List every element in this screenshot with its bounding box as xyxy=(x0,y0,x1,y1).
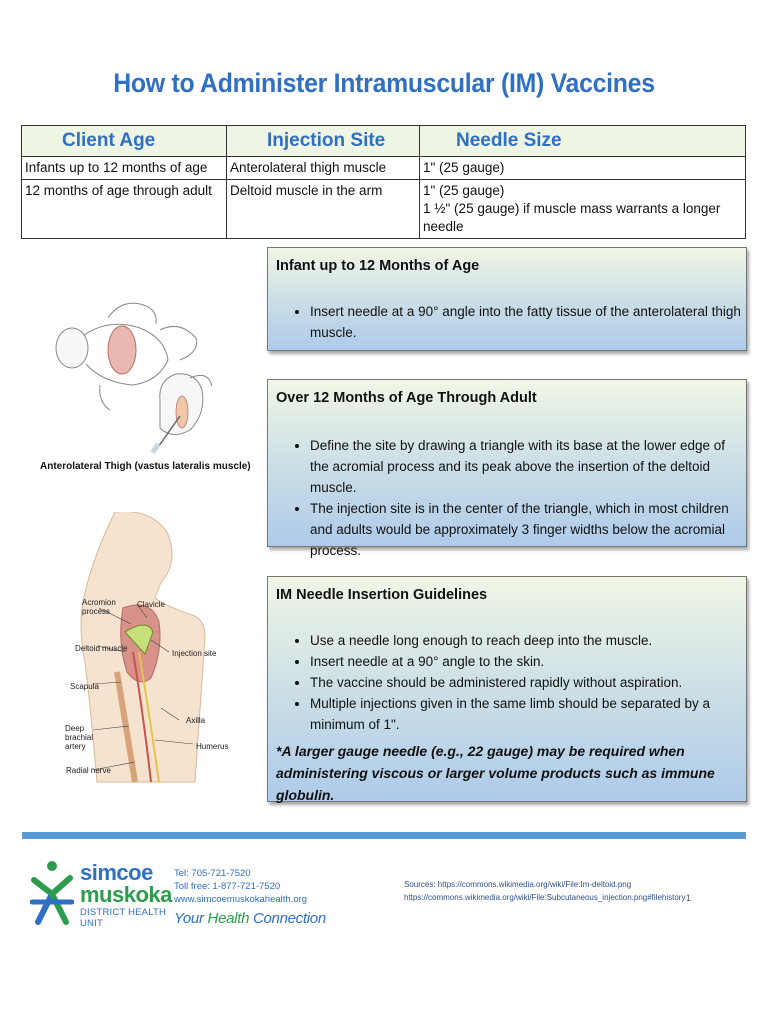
table-header-row xyxy=(22,126,746,157)
label-radial-nerve: Radial nerve xyxy=(66,766,111,775)
label-acromion: Acromion process xyxy=(82,598,116,616)
logo-text-simcoe: simcoe xyxy=(80,860,153,885)
list-item: • Use a needle long enough to reach deep into the muscle. xyxy=(310,630,742,651)
label-axilla: Axilla xyxy=(186,716,206,725)
cell-site: Deltoid muscle in the arm xyxy=(227,180,420,239)
page-number: 1 xyxy=(686,893,692,903)
source-link-1[interactable]: Sources: https://commons.wikimedia.org/wiki/File:Im-deltoid.png xyxy=(404,880,632,889)
logo-figure-icon xyxy=(30,858,74,928)
logo-text-dhu: DISTRICT HEALTH UNIT xyxy=(80,907,167,929)
source-link-2[interactable]: https://commons.wikimedia.org/wiki/File:Subcutaneous_injection.png#filehistory xyxy=(404,893,686,902)
needle-guide-table xyxy=(21,125,746,239)
label-deep-brachial: Deep brachial artery xyxy=(65,724,94,751)
footer-divider xyxy=(22,832,746,839)
cell-needle xyxy=(420,157,746,180)
label-deltoid: Deltoid muscle xyxy=(75,644,128,653)
adult-box-heading: Over 12 Months of Age Through Adult xyxy=(276,390,537,406)
health-unit-logo xyxy=(30,858,170,933)
list-item: • Insert needle at a 90° angle to the skin. xyxy=(310,651,742,672)
contact-website[interactable]: www.simcoemuskokahealth.org xyxy=(174,894,308,905)
cell-needle xyxy=(420,180,746,239)
needle-size-line: 1 ½" (25 gauge) if muscle mass warrants a longer needle xyxy=(423,201,721,234)
tagline-connection: Connection xyxy=(252,910,326,927)
logo-text-muskoka: muskoka xyxy=(80,882,172,907)
table-row xyxy=(22,180,746,239)
gauge-note: *A larger gauge needle (e.g., 22 gauge) may be required when administering viscous or larger volume products such as immune globulin. xyxy=(276,743,715,803)
header-injection-site: Injection Site xyxy=(227,126,420,157)
needle-size-line: 1" (25 gauge) xyxy=(423,160,505,175)
infant-thigh-illustration xyxy=(40,290,240,460)
cell-site: Anterolateral thigh muscle xyxy=(227,157,420,180)
table-row xyxy=(22,157,746,180)
list-item: • Multiple injections given in the same limb should be separated by a minimum of 1". xyxy=(310,693,742,735)
adult-box-list xyxy=(288,435,742,561)
guidelines-box xyxy=(267,576,747,802)
label-clavicle: Clavicle xyxy=(137,600,166,609)
thigh-caption: Anterolateral Thigh (vastus lateralis muscle) xyxy=(40,461,251,472)
label-scapula: Scapula xyxy=(70,682,99,691)
list-item: • The injection site is in the center of the triangle, which in most children and adults would be approximately 3 finger widths below the acromial process. xyxy=(310,498,742,561)
infant-box xyxy=(267,247,747,351)
infant-box-list xyxy=(288,301,742,343)
header-client-age: Client Age xyxy=(22,126,227,157)
page-title: How to Administer Intramuscular (IM) Vaccines xyxy=(113,68,655,98)
contact-tollfree: Toll free: 1-877-721-7520 xyxy=(174,881,281,892)
list-item: • Insert needle at a 90° angle into the fatty tissue of the anterolateral thigh muscle. xyxy=(310,301,742,343)
label-injection-site: Injection site xyxy=(172,649,217,658)
contact-info xyxy=(174,867,307,906)
list-item: • Define the site by drawing a triangle with its base at the lower edge of the acromial process and its peak above the insertion of the deltoid muscle. xyxy=(310,435,742,498)
needle-size-line: 1" (25 gauge) xyxy=(423,183,505,198)
tagline-your: Your xyxy=(174,910,204,927)
cell-age: 12 months of age through adult xyxy=(22,180,227,239)
header-needle-size: Needle Size xyxy=(420,126,746,157)
cell-age: Infants up to 12 months of age xyxy=(22,157,227,180)
sources xyxy=(404,878,685,904)
label-humerus: Humerus xyxy=(196,742,229,751)
tagline-health: Health xyxy=(207,910,250,927)
infant-box-heading: Infant up to 12 Months of Age xyxy=(276,258,480,274)
list-item: • The vaccine should be administered rapidly without aspiration. xyxy=(310,672,742,693)
guidelines-box-heading: IM Needle Insertion Guidelines xyxy=(276,587,488,603)
contact-tel: Tel: 705-721-7520 xyxy=(174,868,251,879)
tagline xyxy=(174,910,326,927)
guidelines-box-list xyxy=(288,630,742,735)
adult-box xyxy=(267,379,747,558)
